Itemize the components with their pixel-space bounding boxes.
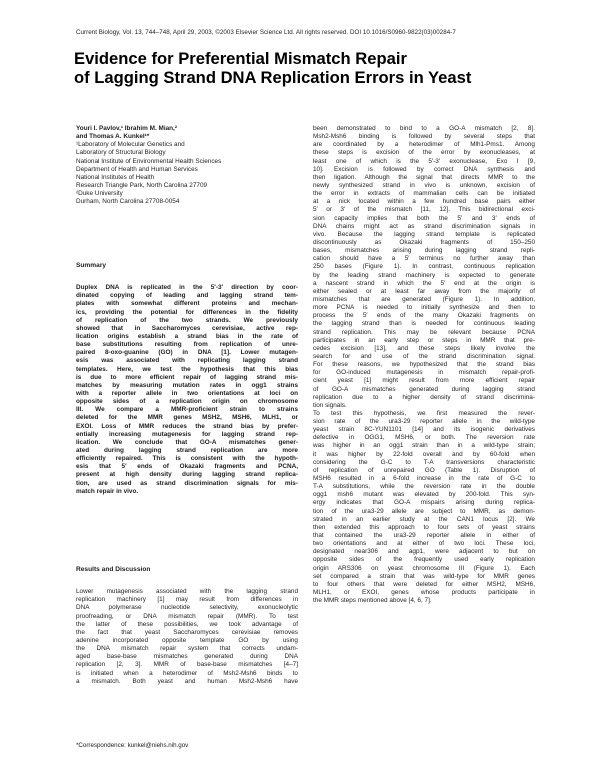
text-line: adenine incorporated opposite template GO by using [76, 637, 298, 644]
text-line: T-A substitutions, while the reversion rate in the double [313, 483, 535, 491]
correspondence-note: *Correspondence: kunkel@niehs.nih.gov [76, 742, 189, 749]
text-line: strated in an earlier study at the CAN1 locus [2]. We [313, 515, 535, 523]
text-line: for GO-induced mutagenesis in mismatch repair-profi- [313, 369, 535, 377]
text-line: showed that in Saccharomyces cerevisiae, active rep- [76, 324, 298, 332]
text-line: MSH6 resulted in a 6-fold increase in the rate of G-C to [313, 475, 535, 483]
title-line: of Lagging Strand DNA Replication Errors in Yeast [74, 67, 472, 87]
text-line: 250 bases (Figure 1). In contrast, continuous replication [313, 263, 535, 271]
text-line: To test this hypothesis, we first measured the rever- [313, 409, 535, 417]
text-line: proofreading, or DNA mismatch repair (MMR). To test [76, 612, 298, 620]
journal-header: Current Biology, Vol. 13, 744–748, April 29, 2003, ©2003 Elsevier Science Ltd. All rights reserved. DOI 10.1016/S0960-9822(03)00284-7 [76, 29, 456, 36]
summary-body [76, 284, 298, 496]
text-line: origin ARS306 on yeast chromosome III (Figure 1). Each [313, 564, 535, 572]
text-line: set compared a strain that was wild-type for MMR genes [313, 572, 535, 580]
text-line: the error in extracts of mammalian cells can be initiated [313, 190, 535, 198]
text-line: aged base-base mismatches generated during DNA [76, 653, 298, 661]
left-column [76, 125, 298, 206]
text-line: ics, providing the potential for differences in the fidelity [76, 308, 298, 316]
text-line: cation should have a 5′ terminus no further away than [313, 255, 535, 263]
text-line: designated near306 and agp1, were adjacent to but on [313, 548, 535, 556]
affiliation-line: Laboratory of Structural Biology [76, 149, 166, 157]
text-line: paired 8-oxo-guanine (GO) in DNA [1]. Lower mutagen- [76, 349, 298, 357]
text-line: of replication of unrepaired GO (Table 1). Disruption of [313, 466, 535, 474]
results-body [76, 588, 298, 686]
text-line: considering the G-C to T-A transversions characteristic [313, 458, 535, 466]
text-line: ated during lagging strand replication are more [76, 446, 298, 454]
text-line: mismatches that are generated (Figure 1). In addition, [313, 295, 535, 303]
text-line: defective in OGG1, MSH6, or both. The reversion rate [313, 434, 535, 442]
text-line: of replication of the two strands. We previously [76, 316, 298, 324]
text-line: tion of the ura3-29 allele are subject to MMR, as demon- [313, 507, 535, 515]
text-line: deleted for the MMR genes MSH2, MSH6, MLH1, or [76, 414, 298, 422]
text-line: DNA polymerase nucleotide selectivity, exonucleolytic [76, 604, 298, 612]
text-line: templates. Here, we test the hypothesis that this bias [76, 365, 298, 373]
text-line: either sealed or at least far away from the majority of [313, 287, 535, 295]
results-section [76, 566, 298, 686]
text-line: MLH1, or EXOI, genes whose products participate in [313, 589, 535, 597]
text-line: are coordinated by a heterodimer of Mlh1-Pms1. Among [313, 141, 535, 149]
right-column [313, 125, 535, 605]
affiliations [76, 141, 298, 206]
text-line: esis that 5′ ends of Okazaki fragments and PCNA, [76, 463, 298, 471]
text-line: match repair in vivo. [76, 487, 139, 495]
summary-section [76, 262, 298, 496]
text-line: ergy indicates that GO-A mispairs arising during replica- [313, 499, 535, 507]
article-title [74, 50, 544, 87]
text-line: to four others that were deleted for either MSH2, MSH6, [313, 580, 535, 588]
text-line: participates in an early step or steps in MMR that pre- [313, 336, 535, 344]
text-line: replication [2, 3]. MMR of base-base mismatches [4–7] [76, 661, 298, 669]
text-line: dinated copying of leading and lagging strand tem- [76, 292, 298, 300]
text-line: by the leading strand machinery is expected to generate [313, 271, 535, 279]
text-line: is due to more efficient repair of lagging strand mis- [76, 373, 298, 381]
text-line: present at high density during lagging strand replica- [76, 471, 298, 479]
text-line: plates with somewhat different proteins and mechan- [76, 300, 298, 308]
text-line: it was higher by 22-fold overall and by 60-fold when [313, 450, 535, 458]
text-line: bases, mismatches arising during lagging strand repli- [313, 247, 535, 255]
text-line: opposite sides of a replication origin on chromosome [76, 398, 298, 406]
text-line: replication machinery [1] may result from differences in [76, 596, 298, 604]
text-line: lication. We conclude that GO-A mismatches gener- [76, 438, 298, 446]
affiliation-line: ¹Laboratory of Molecular Genetics and [76, 141, 185, 149]
text-line: Lower mutagenesis associated with the lagging strand [76, 588, 298, 596]
text-line: newly synthesized strand in vivo is unknown, excision of [313, 181, 535, 189]
results-heading: Results and Discussion [76, 566, 151, 573]
text-line: then extended this approach to four sets of yeast strains [313, 523, 535, 531]
text-line: then ligation. Although the signal that directs MMR to the [313, 173, 535, 181]
text-line: was higher in an ogg1 strain than in a wild-type strain; [313, 442, 535, 450]
text-line: search for and use of the strand discrimination signal. [313, 352, 535, 360]
text-line: yeast strain 8C-YUN1101 [14] and its isogenic derivatives [313, 426, 535, 434]
text-line: 5′ or 3′ of the mismatch [11, 12]. This bidirectional exci- [313, 206, 535, 214]
affiliation-line: Department of Health and Human Services [76, 165, 198, 173]
text-line: been demonstrated to bind to a GO-A mismatch [2, 8]. [313, 125, 535, 132]
text-line: ogg1 msh6 mutant was elevated by 200-fold. This syn- [313, 491, 535, 499]
text-line: the MMR steps mentioned above [4, 6, 7]. [313, 597, 432, 605]
text-line: cient yeast [1] might result from more efficient repair [313, 377, 535, 385]
text-line: Msh2-Msh6 binding is followed by several steps that [313, 133, 535, 141]
text-line: esis was associated with replicating lagging strand [76, 357, 298, 365]
text-line: at a nick located within a few hundred base pairs either [313, 198, 535, 206]
text-line: opposite sides of the frequently used early replication [313, 556, 535, 564]
text-line: entially increasing mutagenesis for lagging strand rep- [76, 430, 298, 438]
text-line: vivo. Because the lagging strand template is replicated [313, 230, 535, 238]
text-line: the lagging strand than is needed for continuous leading [313, 320, 535, 328]
author-line: Youri I. Pavlov,¹ Ibrahim M. Mian,² [76, 125, 177, 132]
text-line: that contained the ura3-29 reporter allele in either of [313, 532, 535, 540]
affiliation-line: ²Duke University [76, 190, 123, 198]
text-line: strand replication. This may be relevant because PCNA [313, 328, 535, 336]
text-line: replication due to a higher density of strand discrimina- [313, 393, 535, 401]
text-line: For these reasons, we hypothesized that the strand bias [313, 361, 535, 369]
text-line: matches by measuring mutation rates in ogg1 strains [76, 381, 298, 389]
text-line: lication origins establish a strand bias in the rate of [76, 333, 298, 340]
author-line: and Thomas A. Kunkel¹* [76, 133, 150, 141]
text-line: efficiently repaired. This is consistent with the hypoth- [76, 455, 298, 463]
text-line: the DNA mismatch repair system that corrects undam- [76, 645, 298, 653]
text-line: process the 5′ ends of the many Okazaki fragments on [313, 312, 535, 320]
text-line: the fact that yeast Saccharomyces cerevisiae removes [76, 628, 298, 636]
authors [76, 125, 298, 141]
text-line: a mismatch. Both yeast and human Msh2-Msh6 have [76, 677, 298, 685]
summary-heading: Summary [76, 262, 107, 269]
text-line: two orientations and at either of two loci. These loci, [313, 540, 535, 548]
text-line: of GO-A mismatches generated during lagging strand [313, 385, 535, 393]
text-line: sion capacity implies that both the 5′ and 3′ ends of [313, 214, 535, 222]
text-line: least one of which is the 5′-3′ exonuclease, Exo I [9, [313, 157, 535, 165]
text-line: more PCNA is needed to initially synthesize and then to [313, 304, 535, 312]
affiliation-line: Research Triangle Park, North Carolina 27709 [76, 181, 208, 189]
affiliation-line: Durham, North Carolina 27708-0054 [76, 198, 180, 206]
text-line: a nascent strand in which the 5′ end at the origin is [313, 279, 535, 287]
text-line: 10]. Excision is followed by correct DNA synthesis and [313, 165, 535, 173]
text-line: these steps is excision of the error by exonucleases, at [313, 149, 535, 157]
text-line: cedes excision [13], and these steps likely involve the [313, 344, 535, 352]
title-line: Evidence for Preferential Mismatch Repair [74, 49, 407, 68]
text-line: sion rate of the ura3-29 reporter allele in the wild-type [313, 418, 535, 426]
text-line: tion signals. [313, 401, 347, 409]
text-line: III. We compare a MMR-proficient strain to strains [76, 406, 298, 414]
text-line: EXOI. Loss of MMR reduces the strand bias by prefer- [76, 422, 298, 430]
text-line: DNA chains might act as strand discrimination signals in [313, 222, 535, 230]
affiliation-line: National Institutes of Health [76, 173, 155, 181]
text-line: the latter of these possibilities, we took advantage of [76, 620, 298, 628]
text-line: Duplex DNA is replicated in the 5′-3′ direction by coor- [76, 284, 298, 292]
text-line: base substitutions resulting from replication of unre- [76, 341, 298, 349]
text-line: tion, are used as strand discrimination signals for mis- [76, 479, 298, 487]
affiliation-line: National Institute of Environmental Health Sciences [76, 157, 222, 165]
text-line: is initiated when a heterodimer of Msh2-Msh6 binds to [76, 669, 298, 677]
text-line: with a reporter allele in two orientations at loci on [76, 389, 298, 397]
text-line: discontinuously as Okazaki fragments of 150–250 [313, 238, 535, 246]
